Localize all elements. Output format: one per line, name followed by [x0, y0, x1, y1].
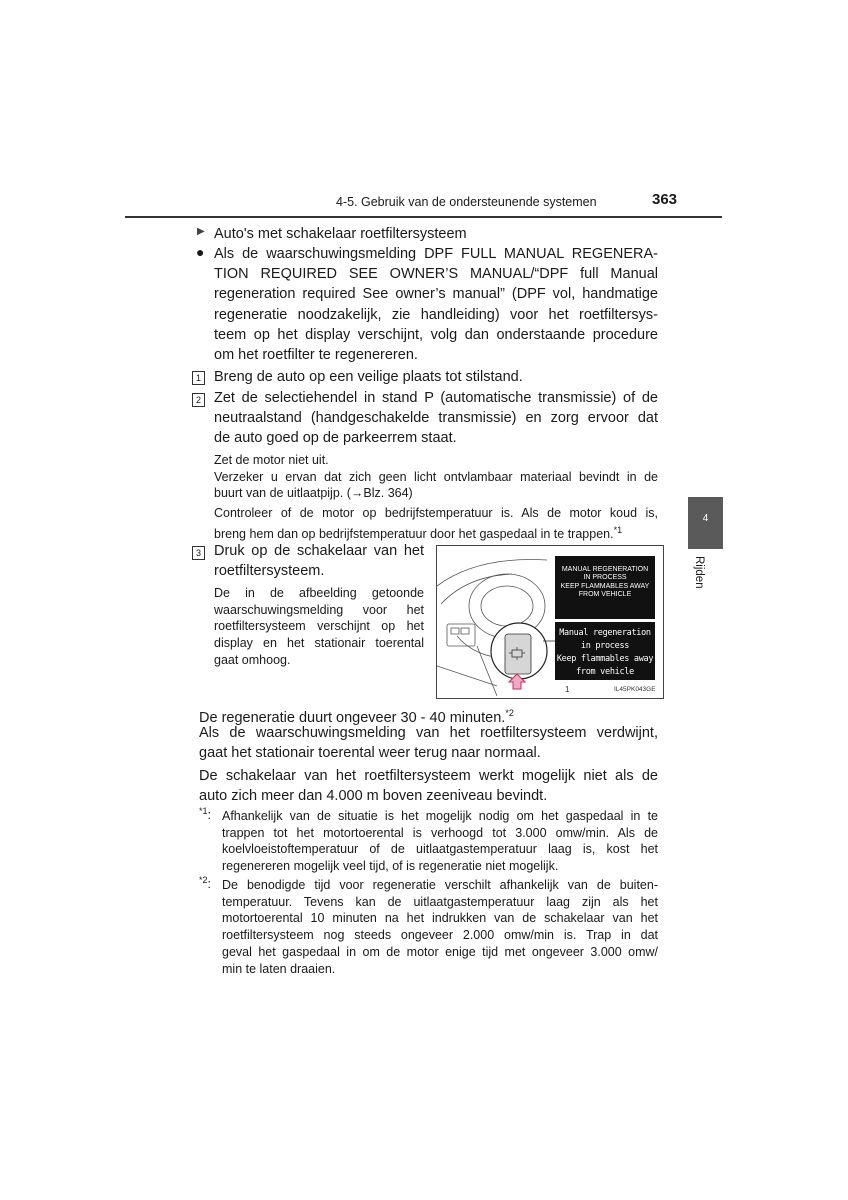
display-line: in process	[580, 641, 630, 651]
footnote-line: koelvloeistoftemperatuur of de uitlaatgastemperatuur laag is, kost het	[222, 842, 658, 857]
footnote-line: Afhankelijk van de situatie is het mogelijk nodig om het gaspedaal in te	[222, 809, 658, 823]
note-line: De in de afbeelding getoonde	[214, 586, 424, 600]
note-line: roetfiltersysteem verschijnt op het	[214, 619, 424, 634]
note-text: breng hem dan op bedrijfstemperatuur door het gaspedaal in te trappen.	[214, 526, 614, 541]
footnote-ref: *2	[505, 708, 514, 718]
page-number: 363	[652, 191, 678, 208]
note-line: waarschuwingsmelding voor het	[214, 602, 424, 617]
step-2-notes	[214, 452, 658, 543]
text-line: regeneration required See owner’s manual” (DPF vol, handmatige	[214, 286, 658, 303]
display-line: IN PROCESS	[583, 574, 627, 582]
note-line: Verzeker u ervan dat zich geen licht ontvlambaar materiaal bevindt in de	[214, 469, 658, 484]
step-number-box: 1	[192, 371, 205, 385]
text-line: De schakelaar van het roetfiltersysteem werkt mogelijk niet als de	[199, 768, 658, 784]
bullet-icon: ●	[196, 244, 205, 260]
text-line: roetfiltersysteem.	[214, 563, 325, 580]
footnote-mark: $^{*2}$:	[199, 875, 211, 892]
note-line: Zet de motor niet uit.	[214, 453, 329, 467]
text-line: de auto goed op de parkeerrem staat.	[214, 430, 457, 447]
footnote-line: temperatuur. Tevens kan de uitlaatgastemperatuur laag zijn als het	[222, 894, 658, 909]
text-line: TION REQUIRED SEE OWNER’S MANUAL/“DPF full Manual	[214, 266, 658, 283]
dashboard-figure	[436, 545, 664, 699]
note-line: buurt van de uitlaatpijp. (→Blz. 364)	[214, 486, 413, 501]
step-3-notes	[214, 585, 424, 669]
text-line: gaat het stationair toerental weer terug naar normaal.	[199, 745, 541, 762]
header-rule	[125, 216, 722, 218]
text-line: Zet de selectiehendel in stand P (automatische transmissie) of de	[214, 390, 658, 406]
footnote-mark: $^{*1}$:	[199, 806, 211, 823]
intro-paragraph	[214, 244, 658, 365]
display-line: Keep flammables away	[556, 654, 654, 664]
display-line: MANUAL REGENERATION	[561, 566, 649, 573]
footnote-line: min te laten draaien.	[222, 961, 336, 976]
warning-display-dot-matrix	[555, 622, 655, 680]
text-line: regeneratie noodzakelijk, zie handleiding) voor het roetfiltersys-	[214, 306, 658, 323]
triangle-icon: ▶	[197, 226, 205, 237]
display-line: KEEP FLAMMABLES AWAY	[560, 582, 650, 590]
step-1-text: Breng de auto op een veilige plaats tot stilstand.	[214, 369, 523, 385]
idle-paragraph	[199, 723, 658, 763]
altitude-paragraph	[199, 766, 658, 806]
text-line: Als de waarschuwingsmelding van het roetfiltersysteem verdwijnt,	[199, 725, 658, 741]
note-line: display en het stationair toerental	[214, 636, 424, 651]
subsection-heading: Auto's met schakelaar roetfiltersysteem	[214, 226, 467, 242]
text-line: auto zich meer dan 4.000 m boven zeeniveau bevindt.	[199, 788, 548, 805]
text-line: Als de waarschuwingsmelding DPF FULL MANUAL REGENERA-	[214, 246, 658, 262]
text-line: teem op het display verschijnt, volg dan onderstaande procedure	[214, 326, 658, 343]
footnote-ref: *1	[613, 524, 623, 535]
footnote-line: geval het gaspedaal in om de motor enige tijd met ongeveer 3.000 omw/	[222, 944, 658, 959]
footnote-1	[222, 808, 658, 875]
footnote-line: De benodigde tijd voor regeneratie verschilt afhankelijk van de buiten-	[222, 878, 658, 892]
step-3-text	[214, 541, 424, 581]
note-line	[214, 522, 658, 543]
text-line: om het roetfilter te regenereren.	[214, 347, 418, 364]
step-2-text	[214, 388, 658, 449]
text-line: neutraalstand (handgeschakelde transmissie) en zorg ervoor dat	[214, 410, 658, 427]
note-line: gaat omhoog.	[214, 652, 291, 667]
footnote-line: roetfiltersysteem nog steeds ongeveer 2.000 omw/min is. Trap in dat	[222, 928, 658, 943]
step-number-box: 3	[192, 546, 205, 560]
footnote-2	[222, 877, 658, 977]
footnote-line: regenereren mogelijk veel tijd, of is regeneratie niet mogelijk.	[222, 859, 559, 874]
note-line: Controleer of de motor op bedrijfstemperatuur is. Als de motor koud is,	[214, 506, 658, 521]
chapter-label: Rijden	[693, 556, 705, 589]
display-line: FROM VEHICLE	[578, 591, 632, 599]
footnote-line: motortoerental 10 minuten na het indrukken van de schakelaar van het	[222, 911, 658, 926]
warning-display-text	[555, 556, 655, 619]
footnote-line: trappen tot het motortoerental is verhoogd tot 3.000 omw/min. Als de	[222, 825, 658, 840]
section-title: 4-5. Gebruik van de ondersteunende systemen	[336, 195, 597, 209]
figure-callout: 1	[565, 685, 570, 694]
step-number-box: 2	[192, 393, 205, 407]
footnote-mark-text: *1	[199, 806, 208, 816]
text-line: De regeneratie duurt ongeveer 30 - 40 minuten.	[199, 709, 506, 726]
chapter-tab: 4	[688, 497, 723, 549]
display-line: from vehicle	[576, 667, 634, 677]
text-line: Druk op de schakelaar van het	[214, 543, 424, 559]
footnote-mark-text: *2	[199, 875, 208, 885]
display-line: Manual regeneration	[559, 628, 651, 638]
figure-code: IL45PK043GE	[614, 686, 656, 693]
